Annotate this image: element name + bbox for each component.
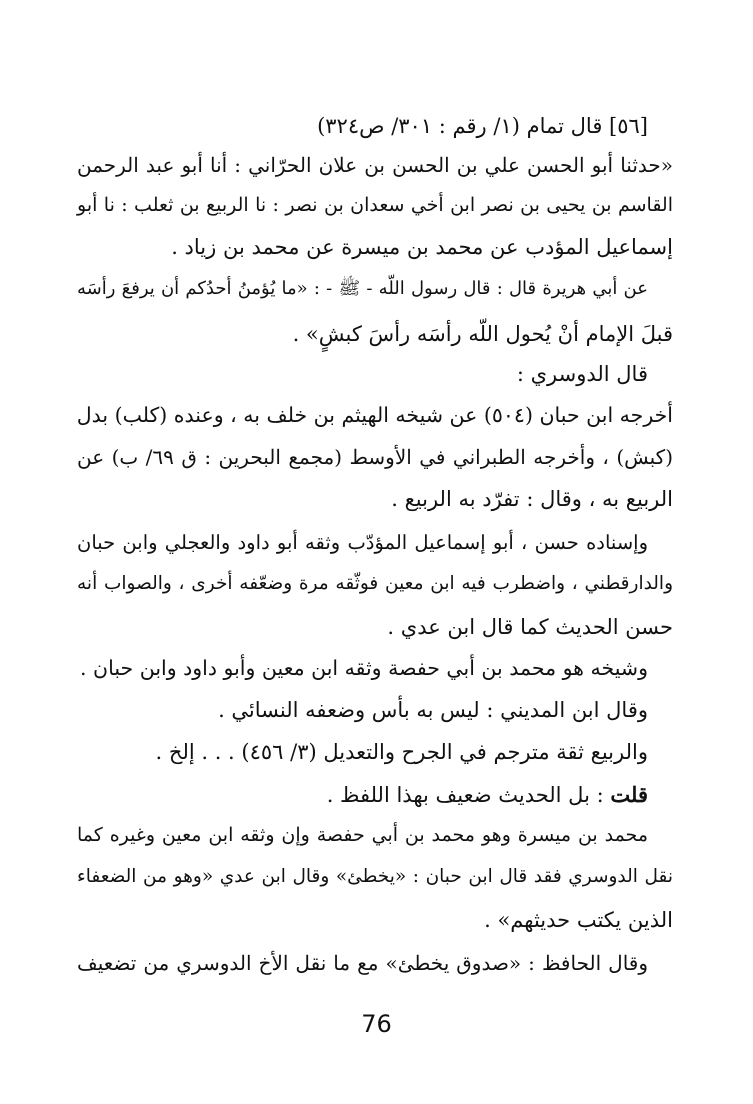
takhrij-line-2: (كبش) ، وأخرجه الطبراني في الأوسط (مجمع البحرين : ق ٦٩/ ب) عن xyxy=(77,445,673,469)
isnad-line-2: القاسم بن يحيى بن نصر ابن أخي سعدان بن نصر : نا الربيع بن ثعلب : نا أبو xyxy=(77,194,673,216)
rabi-line: والربيع ثقة مترجم في الجرح والتعديل (٣/ ٤٥٦) . . . إلخ . xyxy=(155,740,648,764)
grading-line-2: والدارقطني ، واضطرب فيه ابن معين فوثّقه مرة وضعّفه أخرى ، والصواب أنه xyxy=(77,573,673,594)
last-line: وقال الحافظ : «صدوق يخطئ» مع ما نقل الأخ الدوسري من تضعيف xyxy=(77,951,648,975)
matn-line-2: قبلَ الإمام أنْ يُحول اللّه رأسَه رأسَ كبشٍ» . xyxy=(292,322,673,346)
madini-line: وقال ابن المديني : ليس به بأس وضعفه النسائي . xyxy=(218,698,648,722)
isnad-line-3: إسماعيل المؤدب عن محمد بن ميسرة عن محمد بن زياد . xyxy=(171,235,673,259)
closing-line-1: محمد بن ميسرة وهو محمد بن أبي حفصة وإن وثقه ابن معين وغيره كما xyxy=(77,824,648,846)
qultu-text: : بل الحديث ضعيف بهذا اللفظ . xyxy=(326,783,604,807)
qultu-line xyxy=(77,781,648,809)
page-number: 76 xyxy=(361,1010,392,1038)
shaykh-line: وشيخه هو محمد بن أبي حفصة وثقه ابن معين وأبو داود وابن حبان . xyxy=(80,656,648,680)
closing-line-3: الذين يكتب حديثهم» . xyxy=(484,908,673,932)
grading-line-3: حسن الحديث كما قال ابن عدي . xyxy=(387,615,673,639)
matn-line-1: عن أبي هريرة قال : قال رسول اللّه - ﷺ - : «ما يُؤمنُ أحدُكم أن يرفعَ رأسَه xyxy=(77,278,648,299)
qultu-label: قلت xyxy=(610,782,648,807)
grading-line-1: وإسناده حسن ، أبو إسماعيل المؤدّب وثقه أبو داود والعجلي وابن حبان xyxy=(77,531,648,554)
dawsari-label: قال الدوسري : xyxy=(516,362,648,386)
entry-header: [٥٦] قال تمام (١/ رقم : ٣٠١/ ص٣٢٤) xyxy=(317,114,648,138)
closing-line-2: نقل الدوسري فقد قال ابن حبان : «يخطئ» وقال ابن عدي «وهو من الضعفاء xyxy=(77,866,673,887)
isnad-line-1: «حدثنا أبو الحسن علي بن الحسن بن علان الحرّاني : أنا أبو عبد الرحمن xyxy=(77,153,673,177)
takhrij-line-1: أخرجه ابن حبان (٥٠٤) عن شيخه الهيثم بن خلف به ، وعنده (كلب) بدل xyxy=(76,403,673,427)
takhrij-line-3: الربيع به ، وقال : تفرّد به الربيع . xyxy=(391,487,673,511)
